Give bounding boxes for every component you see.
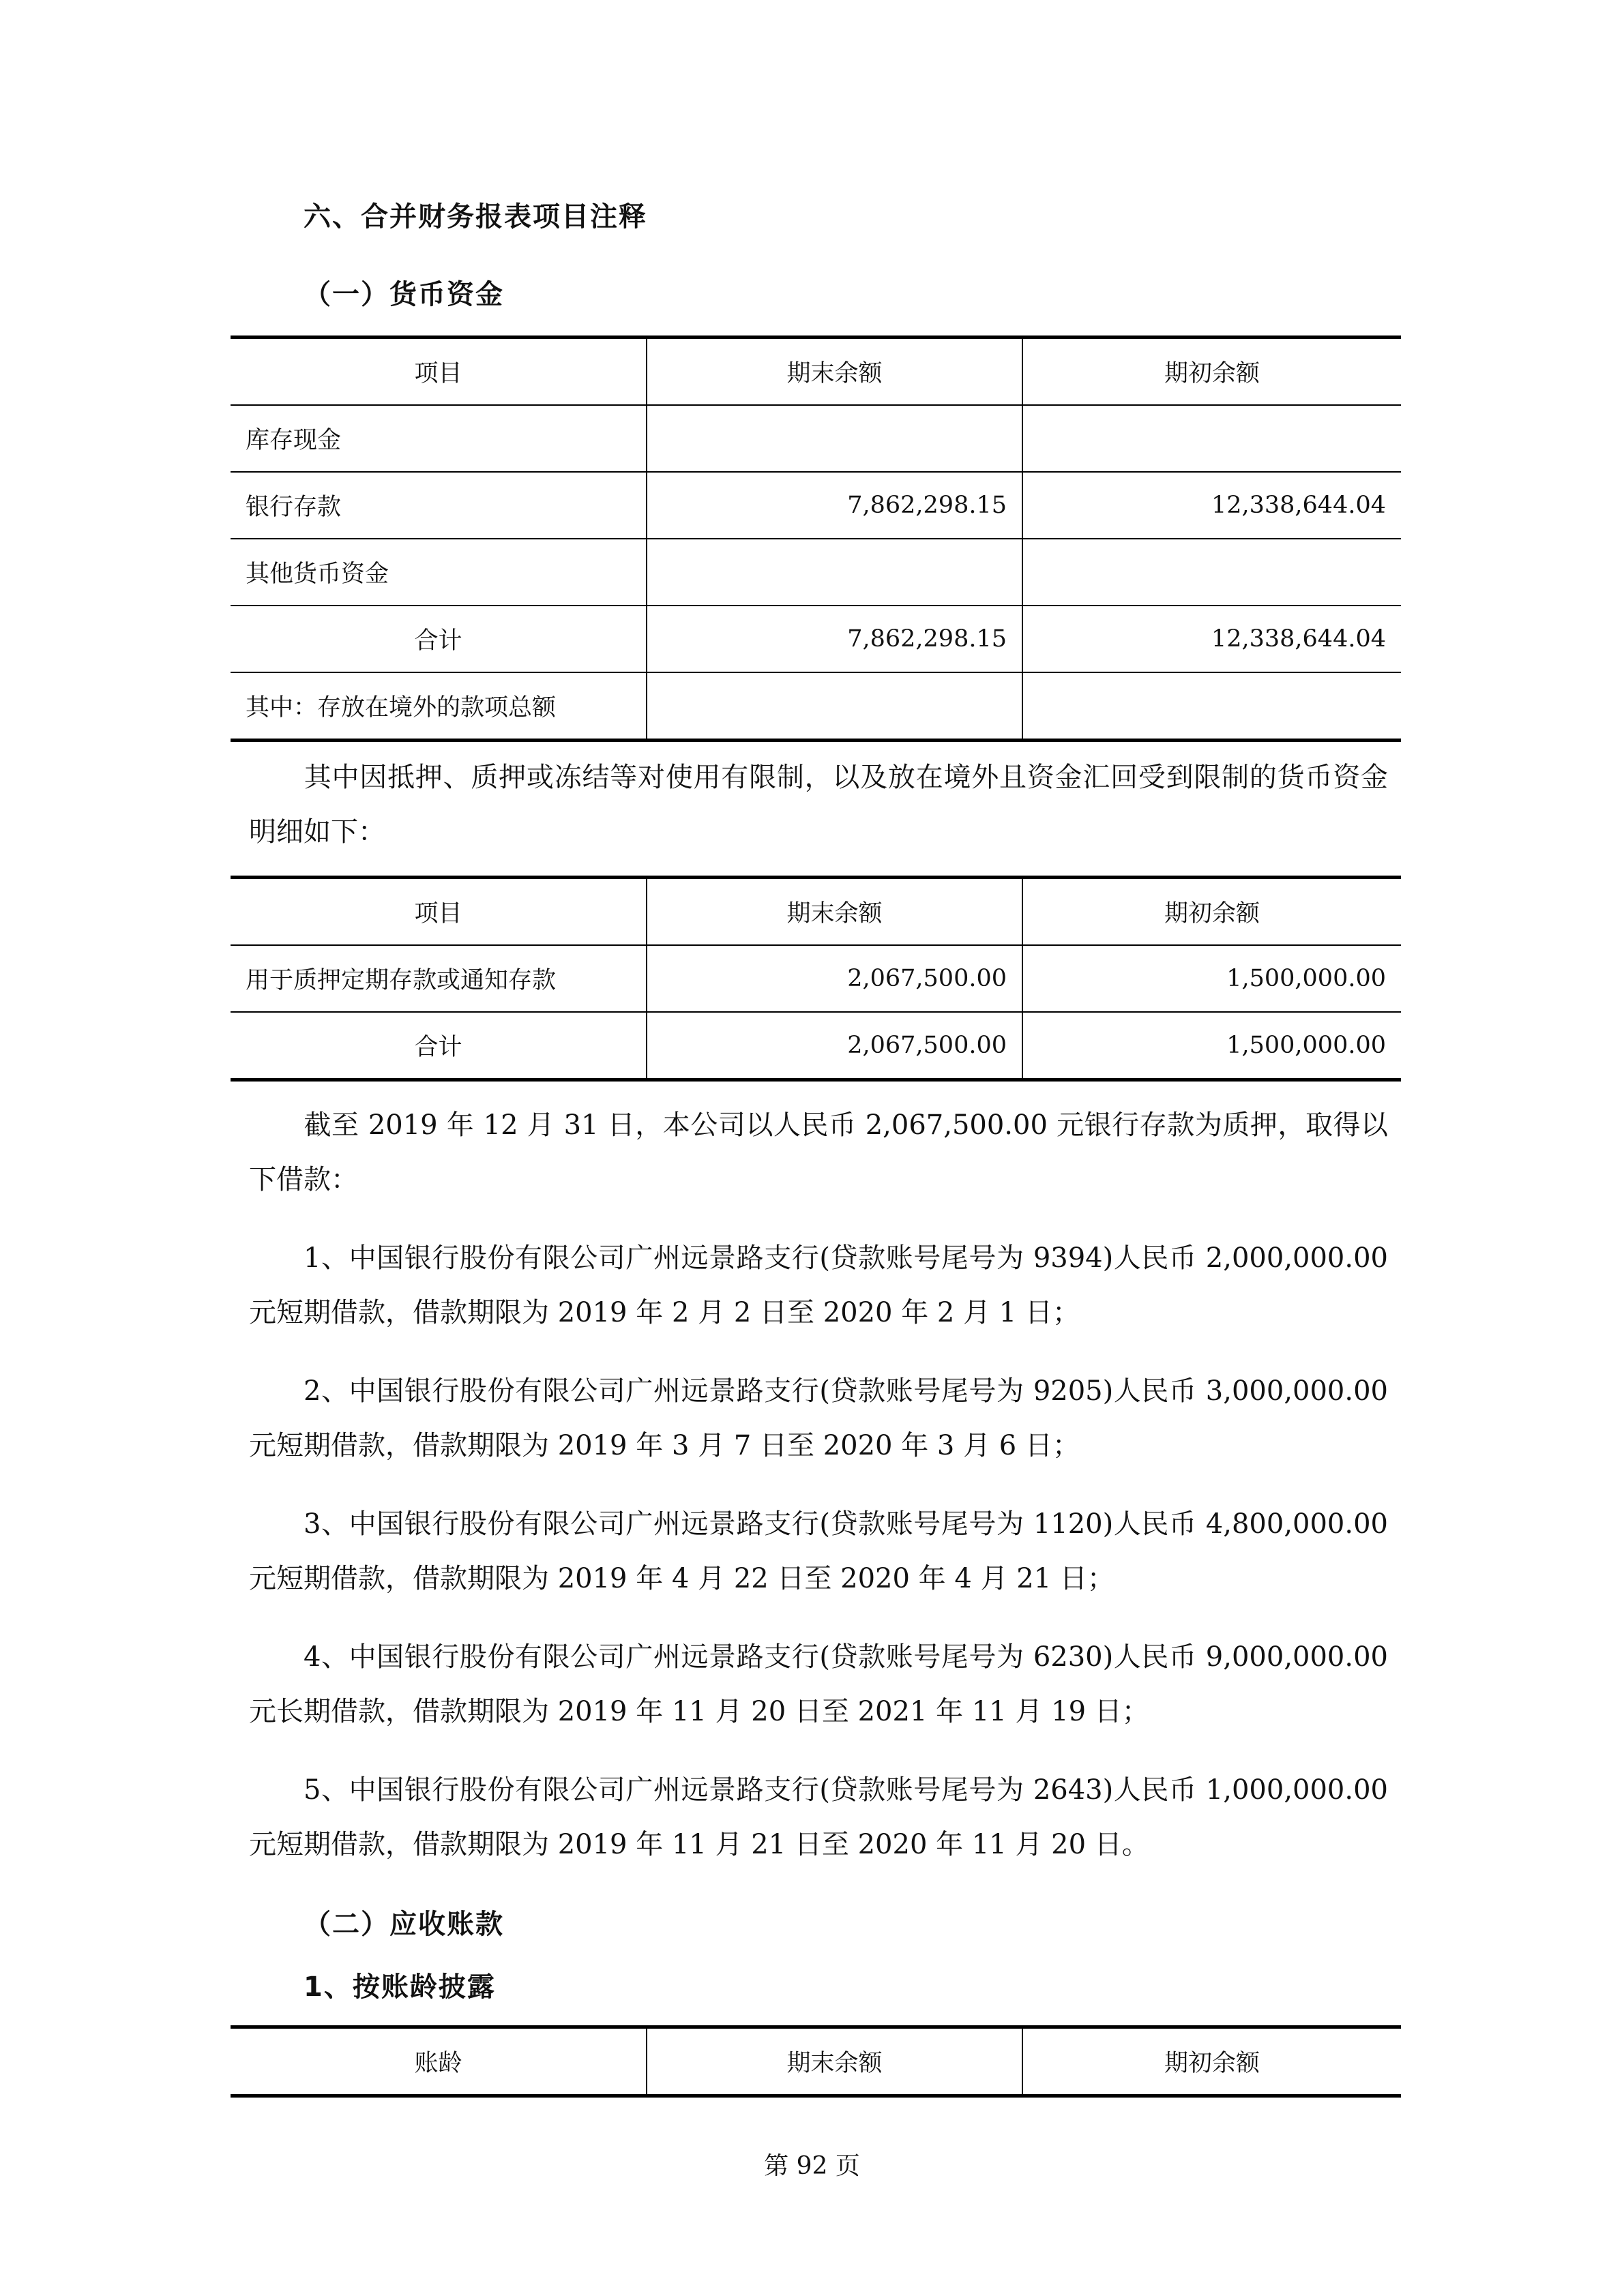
subsection-item-aging: 1、按账龄披露 — [304, 1971, 496, 2003]
cash-table — [231, 336, 1401, 742]
restricted-intro-text: 其中因抵押、质押或冻结等对使用有限制，以及放在境外且资金汇回受到限制的货币资金明细如下： — [249, 762, 1388, 848]
row-label: 其中：存放在境外的款项总额 — [231, 672, 647, 741]
row-opening — [1022, 539, 1401, 606]
header-closing: 期末余额 — [647, 878, 1022, 946]
loan-text: 3、中国银行股份有限公司广州远景路支行(贷款账号尾号为 1120)人民币 4,800,000.00 元短期借款，借款期限为 2019 年 4 月 22 日至 2020 年 4 月 21 日； — [249, 1508, 1388, 1594]
loan-item — [249, 1630, 1388, 1739]
table-header-row — [231, 878, 1401, 946]
row-opening: 1,500,000.00 — [1022, 945, 1401, 1012]
table-row — [231, 472, 1401, 539]
row-label: 合计 — [231, 1012, 647, 1080]
header-closing: 期末余额 — [647, 338, 1022, 406]
row-closing — [647, 672, 1022, 741]
restricted-cash-table — [231, 876, 1401, 1082]
row-label: 合计 — [231, 606, 647, 672]
header-opening: 期初余额 — [1022, 878, 1401, 946]
row-opening — [1022, 672, 1401, 741]
pledge-text: 截至 2019 年 12 月 31 日，本公司以人民币 2,067,500.00 元银行存款为质押，取得以下借款： — [249, 1109, 1388, 1195]
table-header-row — [231, 338, 1401, 406]
row-label: 银行存款 — [231, 472, 647, 539]
loan-item — [249, 1497, 1388, 1606]
table-row-total — [231, 1012, 1401, 1080]
loan-text: 2、中国银行股份有限公司广州远景路支行(贷款账号尾号为 9205)人民币 3,000,000.00 元短期借款，借款期限为 2019 年 3 月 7 日至 2020 年 3 月 6 日； — [249, 1375, 1388, 1461]
row-label: 其他货币资金 — [231, 539, 647, 606]
loan-item — [249, 1763, 1388, 1872]
header-item: 项目 — [231, 338, 647, 406]
table-row — [231, 405, 1401, 472]
row-closing — [647, 405, 1022, 472]
header-aging: 账龄 — [231, 2027, 647, 2096]
header-item: 项目 — [231, 878, 647, 946]
subsection-title-receivables: （二）应收账款 — [304, 1909, 504, 1940]
row-opening: 1,500,000.00 — [1022, 1012, 1401, 1080]
row-closing: 7,862,298.15 — [647, 472, 1022, 539]
row-opening: 12,338,644.04 — [1022, 472, 1401, 539]
loan-text: 5、中国银行股份有限公司广州远景路支行(贷款账号尾号为 2643)人民币 1,000,000.00 元短期借款，借款期限为 2019 年 11 月 21 日至 2020 年 11 月 20 日。 — [249, 1774, 1388, 1860]
header-closing: 期末余额 — [647, 2027, 1022, 2096]
row-closing: 2,067,500.00 — [647, 1012, 1022, 1080]
pledge-paragraph — [249, 1098, 1388, 1207]
loan-text: 1、中国银行股份有限公司广州远景路支行(贷款账号尾号为 9394)人民币 2,000,000.00 元短期借款，借款期限为 2019 年 2 月 2 日至 2020 年 2 月 1 日； — [249, 1242, 1388, 1328]
section-title: 六、合并财务报表项目注释 — [304, 201, 647, 233]
table-row-total — [231, 606, 1401, 672]
restricted-intro-paragraph — [249, 750, 1388, 859]
row-closing — [647, 539, 1022, 606]
loan-item — [249, 1231, 1388, 1340]
row-label: 库存现金 — [231, 405, 647, 472]
row-opening — [1022, 405, 1401, 472]
page-number: 第 92 页 — [764, 2152, 860, 2180]
header-opening: 期初余额 — [1022, 2027, 1401, 2096]
table-row — [231, 672, 1401, 741]
aging-table — [231, 2025, 1401, 2098]
subsection-title-cash: （一）货币资金 — [304, 279, 504, 310]
row-closing: 2,067,500.00 — [647, 945, 1022, 1012]
row-opening: 12,338,644.04 — [1022, 606, 1401, 672]
row-label: 用于质押定期存款或通知存款 — [231, 945, 647, 1012]
table-header-row — [231, 2027, 1401, 2096]
row-closing: 7,862,298.15 — [647, 606, 1022, 672]
table-row — [231, 539, 1401, 606]
header-opening: 期初余额 — [1022, 338, 1401, 406]
loan-text: 4、中国银行股份有限公司广州远景路支行(贷款账号尾号为 6230)人民币 9,000,000.00 元长期借款，借款期限为 2019 年 11 月 20 日至 2021 年 11 月 19 日； — [249, 1641, 1388, 1727]
loan-item — [249, 1364, 1388, 1473]
table-row — [231, 945, 1401, 1012]
